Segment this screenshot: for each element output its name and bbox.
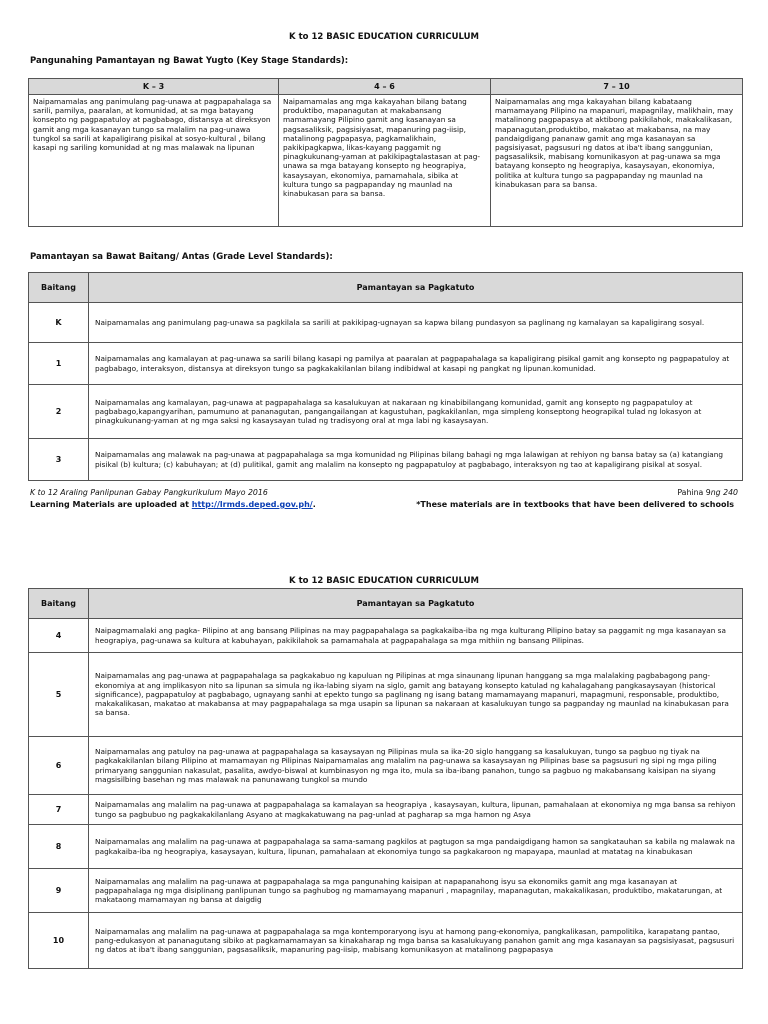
grade-cell: 5: [29, 653, 89, 737]
standard-cell: Naipamamalas ang malalim na pag-unawa at pagpapahalaga sa mga kontemporaryong isyu at hamong pang-ekonomiya, pangkalikasan, pampolitika, karapatang pantao, pang-edukasyon at pananagutang sibiko at pagkamamamayan sa kinakaharap ng mga bansa sa kasalukuyang panahon gamit ang mga kasanayan sa pagsisiyasat, pagsusuri ng datos at iba't ibang sanggunian, pagsasaliksik, mapanuring pag-iisip, mabisang komunikasyon at matalinong pagpapasya: [89, 913, 743, 969]
key-stage-table: [28, 78, 743, 227]
materials-prefix: Learning Materials are uploaded at: [30, 500, 192, 509]
standard-cell: Naipamamalas ang malalim na pag-unawa at pagpapahalaga sa sama-samang pagkilos at pagtugon sa mga pandaigdigang hamon sa sangkatauhan sa kabila ng malawak na pagkakaiba-iba ng heograpiya, kasaysayan, kultura, lipunan, pamahalaan at ekonomiya tungo sa pagkakaroon ng mapayapa, maunlad at matatag na kinabukasan: [89, 825, 743, 869]
table-row: [29, 439, 743, 481]
standard-cell: Naipagmamalaki ang pagka- Pilipino at ang bansang Pilipinas na may pagpapahalaga sa pagkakaiba-iba ng mga kulturang Pilipino batay sa paggamit ng mga kasanayan sa heograpiya, pag-unawa sa kultura at kabuhayan, pakikilahok sa pamamahala at pagpapahalaga sa mga mithiin ng bansang Pilipinas.: [89, 619, 743, 653]
grade-cell: 1: [29, 343, 89, 385]
page-gap: [0, 530, 768, 570]
grade-level-heading: Pamantayan sa Bawat Baitang/ Antas (Grade Level Standards):: [30, 252, 333, 262]
standard-cell: Naipamamalas ang malalim na pag-unawa at pagpapahalaga sa kamalayan sa heograpiya , kasaysayan, kultura, lipunan, pamahalaan at ekonomiya ng mga bansa sa rehiyon tungo sa pagbubuo ng pagkakakilanlang Asyano at magkakatuwang na pag-unlad at pagharap sa mga hamon ng Asya: [89, 795, 743, 825]
grade-level-header-row: [29, 273, 743, 303]
table-row: [29, 869, 743, 913]
grade-cell: 3: [29, 439, 89, 481]
grade-cell: 4: [29, 619, 89, 653]
grade-cell: K: [29, 303, 89, 343]
grade-cell: 7: [29, 795, 89, 825]
standard-cell: Naipamamalas ang malawak na pag-unawa at pagpapahalaga sa mga komunidad ng Pilipinas bilang bahagi ng mga lalawigan at rehiyon ng bansa batay sa (a) katangiang pisikal (b) kultura; (c) kabuhayan; at (d) pulitikal, gamit ang malalim na konsepto ng pagpapatuloy at pagbabago, interaksyon ng tao at kapaligirang pisikal at sosyal.: [89, 439, 743, 481]
page-2: [0, 570, 768, 1024]
page-total: ng 240: [710, 488, 738, 497]
column-header-grade: Baitang: [29, 273, 89, 303]
grade-cell: 2: [29, 385, 89, 439]
table-row: [29, 825, 743, 869]
table-row: [29, 303, 743, 343]
table-row: [29, 385, 743, 439]
table-row: [29, 795, 743, 825]
grade-cell: 10: [29, 913, 89, 969]
column-header-standard: Pamantayan sa Pagkatuto: [89, 589, 743, 619]
table-row: [29, 653, 743, 737]
grade-level-table-continued: [28, 588, 743, 969]
standard-cell: Naipamamalas ang panimulang pag-unawa sa pagkilala sa sarili at pakikipag-ugnayan sa kapwa bilang pundasyon sa paglinang ng kamalayan sa kapaligirang sosyal.: [89, 303, 743, 343]
document-title: K to 12 BASIC EDUCATION CURRICULUM: [289, 576, 479, 586]
grade-level-header-row: [29, 589, 743, 619]
key-stage-header: K – 3: [29, 79, 279, 95]
key-stage-row: [29, 95, 743, 227]
standard-cell: Naipamamalas ang patuloy na pag-unawa at pagpapahalaga sa kasaysayan ng Pilipinas mula sa ika-20 siglo hanggang sa kasalukuyan, tungo sa pagbuo ng tiyak na pagkakakilanlan bilang Pilipino at mamamayan ng Pilipinas Naipamamalas ang malalim na pag-unawa sa kasaysayan ng Pilipinas base sa pagsusuri ng sipi ng mga piling primaryang sanggunian nakasulat, pasalita, awdyo-biswal at kumbinasyon ng mga ito, mula sa iba-ibang panahon, tungo sa pagbuo ng makabansang kaisipan na siyang magsisilbing basehan ng mas malawak na panunawang tungkol sa mundo: [89, 737, 743, 795]
grade-cell: 9: [29, 869, 89, 913]
grade-cell: 8: [29, 825, 89, 869]
table-row: [29, 913, 743, 969]
table-row: [29, 737, 743, 795]
key-stage-header-row: [29, 79, 743, 95]
grade-level-table: [28, 272, 743, 481]
key-stage-cell: Naipamamalas ang mga kakayahan bilang kabataang mamamayang Pilipino na mapanuri, mapagnilay, malikhain, may matalinong pagpapasya at aktibong pakikilahok, makakalikasan, mapanagutan,produktibo, makatao at makabansa, na may pandaigdigang pananaw gamit ang mga kasanayan sa pagsisiyasat, pagsusuri ng datos at iba't ibang sanggunian, pagsasaliksik, mabisang komunikasyon at pag-unawa sa mga batayang konsepto ng heograpiya, kasaysayan, ekonomiya, politika at kultura tungo sa pagpapanday ng maunlad na kinabukasan para sa bansa.: [491, 95, 743, 227]
materials-line: [30, 500, 316, 509]
document-title: K to 12 BASIC EDUCATION CURRICULUM: [289, 32, 479, 42]
table-row: [29, 619, 743, 653]
lrmds-link[interactable]: http://lrmds.deped.gov.ph/: [191, 500, 313, 509]
textbook-note: *These materials are in textbooks that have been delivered to schools: [416, 500, 734, 509]
standard-cell: Naipamamalas ang malalim na pag-unawa at pagpapahalaga sa mga pangunahing kaisipan at napapanahong isyu sa ekonomiks gamit ang mga kasanayan at pagpapahalaga ng mga disiplinang panlipunan tungo sa paghubog ng mamamayang mapanuri , mapagnilay, mapanagutan, makakalikasan, produktibo, makatarungan, at makataong mamamayan ng bansa at daigdig: [89, 869, 743, 913]
standard-cell: Naipamamalas ang kamalayan, pag-unawa at pagpapahalaga sa kasalukuyan at nakaraan ng kinabibilangang komunidad, gamit ang konsepto ng pagpapatuloy at pagbabago,kapangyarihan, pamumuno at pananagutan, pangangailangan at kagustuhan, pagkakilanlan, mga simpleng konseptong heograpikal tulad ng lokasyon at pinagkukunang-yaman at ng mga saksi ng kasaysayan tulad ng tradisyong oral at mga labi ng kasaysayan.: [89, 385, 743, 439]
standard-cell: Naipamamalas ang kamalayan at pag-unawa sa sarili bilang kasapi ng pamilya at paaralan at pagpapahalaga sa kapaligirang pisikal gamit ang konsepto ng pagpapatuloy at pagbabago, interaksyon, distansya at direksyon tungo sa pagkakakilanlan bilang indibidwal at kasapi ng pangkat ng lipunan.komunidad.: [89, 343, 743, 385]
key-stage-heading: Pangunahing Pamantayan ng Bawat Yugto (Key Stage Standards):: [30, 56, 349, 66]
key-stage-cell: Naipamamalas ang panimulang pag-unawa at pagpapahalaga sa sarili, pamilya, paaralan, at komunidad, at sa mga batayang konsepto ng pagpapatuloy at pagbabago, distansya at direksyon gamit ang mga kasanayan tungo sa malalim na pag-unawa tungkol sa sarili at kapaligirang pisikal at sosyo-kultural , bilang kasapi ng sariling komunidad at ng mas malawak na lipunan: [29, 95, 279, 227]
key-stage-header: 4 – 6: [279, 79, 491, 95]
page-label: Pahina 9: [677, 488, 711, 497]
footer-source: K to 12 Araling Panlipunan Gabay Pangkurikulum Mayo 2016: [30, 488, 268, 497]
column-header-grade: Baitang: [29, 589, 89, 619]
page-number: [677, 488, 738, 497]
standard-cell: Naipamamalas ang pag-unawa at pagpapahalaga sa pagkakabuo ng kapuluan ng Pilipinas at mga sinaunang lipunan hanggang sa mga malalaking pagbabagong pang-ekonomiya at ang implikasyon nito sa lipunan sa simula ng ika-labing siyam na siglo, gamit ang batayang konsepto katulad ng kahalagahang pangkasaysayan (historical significance), pagpapatuloy at pagbabago, ugnayang sanhi at epekto tungo sa paglinang ng isang batang mamamayang mapanuri, mapagmuni, responsable, produktibo, makakalikasan, makatao at makabansa at may pagpapahalaga sa mga usapin sa lipunan sa nakaraan at kasalukuyan tungo sa pagpanday ng maunlad na kinabukasan para sa bansa.: [89, 653, 743, 737]
key-stage-cell: Naipamamalas ang mga kakayahan bilang batang produktibo, mapanagutan at makabansang mamamayang Pilipino gamit ang kasanayan sa pagsasaliksik, pagsisiyasat, mapanuring pag-iisip, matalinong pagpapasya, pagkamalikhain, pakikipagkapwa, likas-kayang paggamit ng pinagkukunang-yaman at pakikipagtalastasan at pag-unawa sa mga batayang konsepto ng heograpiya, kasaysayan, ekonomiya, pamamahala, sibika at kultura tungo sa pagpapanday ng maunlad na kinabukasan para sa bansa.: [279, 95, 491, 227]
key-stage-header: 7 – 10: [491, 79, 743, 95]
grade-cell: 6: [29, 737, 89, 795]
table-row: [29, 343, 743, 385]
column-header-standard: Pamantayan sa Pagkatuto: [89, 273, 743, 303]
materials-suffix: .: [312, 500, 316, 509]
